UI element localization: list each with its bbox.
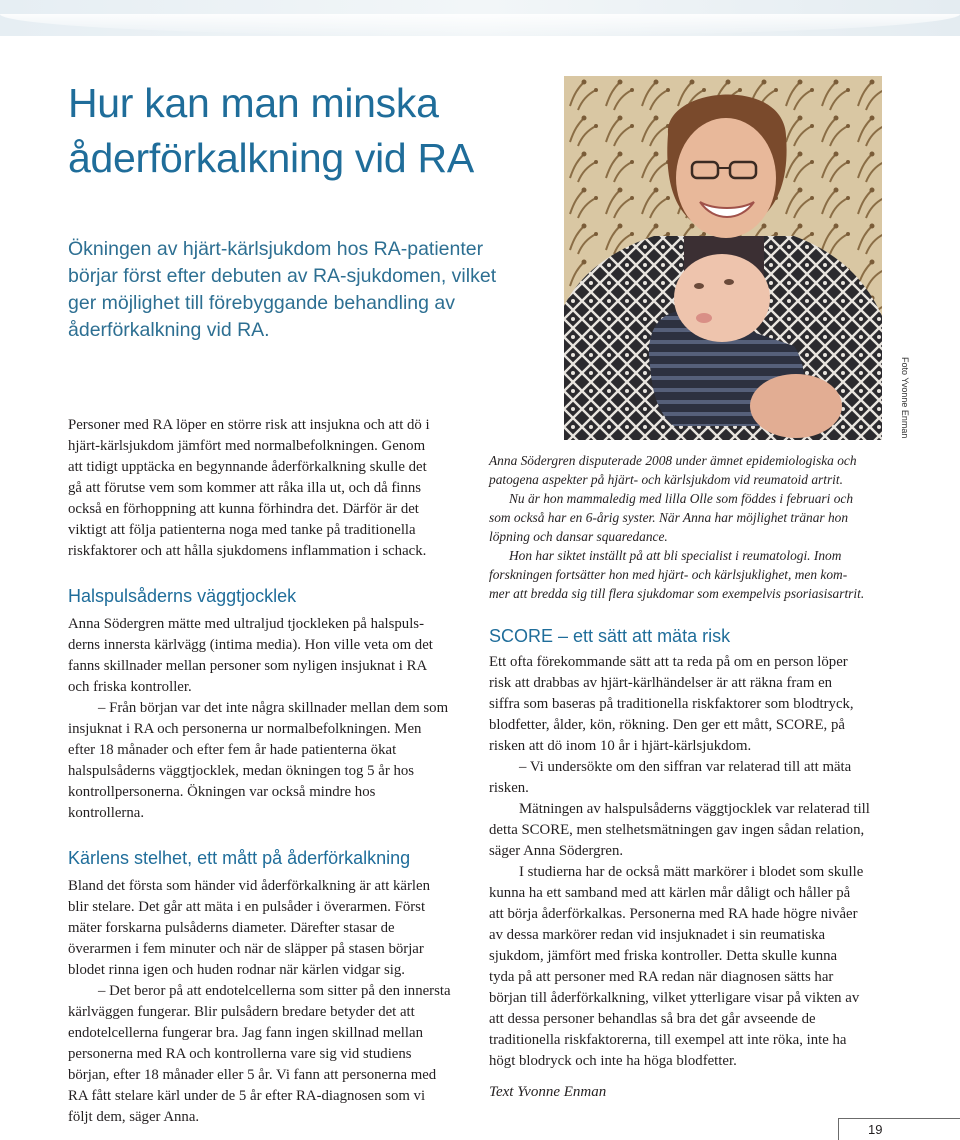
section2-paragraph-2 — [68, 981, 466, 1128]
text-line: blir stelare. Det går att mäta i en pulsåder i överarmen. Först — [68, 899, 426, 915]
text-line: viktigt att följa patienterna noga med tanke på traditionella — [68, 522, 416, 538]
text-line: Mätningen av halspulsåderns väggtjocklek var relaterad till — [519, 801, 870, 817]
text-line: Anna Södergren mätte med ultraljud tjockleken på halspuls- — [68, 616, 424, 632]
text-line: – Från början var det inte några skillnader mellan dem som — [98, 700, 449, 716]
text-line: – Det beror på att endotelcellerna som sitter på den innersta — [98, 983, 451, 999]
caption-line: Hon har siktet inställt på att bli specialist i reumatologi. Inom — [509, 548, 842, 563]
text-line: Bland det första som händer vid åderförkalkning är att kärlen — [68, 878, 430, 894]
text-line: personerna med RA och kontrollerna vare sig vid studiens — [68, 1046, 412, 1062]
photo-illustration — [564, 76, 882, 440]
score-paragraph-4 — [489, 862, 887, 1072]
caption-line: Nu är hon mammaledig med lilla Olle som föddes i februari och — [509, 491, 854, 506]
caption-paragraph-3 — [489, 546, 889, 603]
text-line: hjärt-kärlsjukdom jämfört med normalbefolkningen. Genom — [68, 438, 426, 454]
text-line: gå att förutse vem som kommer att råka illa ut, och då finns — [68, 480, 421, 496]
caption-line: löpning och dansar squaredance. — [489, 529, 668, 544]
text-line: av dessa markörer redan vid insjuknadet i sin reumatiska — [489, 927, 826, 943]
text-line: att tidigt upptäcka en begynnande åderförkalkning skulle det — [68, 459, 427, 475]
text-line: högt blodryck och inte ha höga blodfetter. — [489, 1053, 737, 1069]
section-heading-score: SCORE – ett sätt att mäta risk — [489, 626, 731, 646]
caption-line: Anna Södergren disputerade 2008 under ämnet epidemiologiska och — [489, 453, 857, 468]
section-heading-vessel-stiffness: Kärlens stelhet, ett mått på åderförkalkning — [68, 848, 411, 868]
text-line: riskfaktorer och att hålla sjukdomens inflammation i schack. — [68, 543, 427, 559]
text-line: att börja åderförkalkas. Personerna med RA hade högre nivåer — [489, 906, 858, 922]
left-column — [68, 415, 466, 1128]
section-heading-wall-thickness: Halspulsåderns väggtjocklek — [68, 586, 297, 606]
title-line: åderförkalkning vid RA — [68, 135, 474, 181]
text-line: överarmen i fem minuter och när de släpper på stasen börjar — [68, 941, 424, 957]
text-line: kontrollpersonerna. Ökningen var också mindre hos — [68, 784, 376, 800]
score-paragraph-3 — [489, 799, 887, 862]
section2-paragraph-1 — [68, 876, 466, 981]
page-corner-rule — [838, 1118, 960, 1140]
text-line: att dessa personer behandlas så bra det går avseende de — [489, 1011, 816, 1027]
top-decoration-band — [0, 0, 960, 36]
text-line: efter 18 månader och efter fem år hade patienterna ökat — [68, 742, 397, 758]
photo-caption — [489, 451, 889, 603]
caption-line: forskningen fortsätter hon med hjärt- och kärlsjuklighet, men kom- — [489, 567, 848, 582]
text-line: derns innersta kärlvägg (intima media). Hon ville veta om det — [68, 637, 433, 653]
score-paragraph-2 — [489, 757, 887, 799]
text-line: blodet rinna igen och huden rodnar när kärlen vidgar sig. — [68, 962, 405, 978]
caption-line: patogena aspekter på hjärt- och kärlsjukdom vid reumatoid artrit. — [489, 472, 843, 487]
text-line: fanns skillnader mellan personer som nyligen insjuknat i RA — [68, 658, 428, 674]
lead-paragraph — [68, 236, 497, 344]
text-line: början, efter 18 månader eller 5 år. Vi fann att personerna med — [68, 1067, 437, 1083]
text-line: risk att drabbas av hjärt-kärlhändelser är att räkna fram en — [489, 675, 833, 691]
text-line: följt dem, säger Anna. — [68, 1109, 200, 1125]
right-column — [489, 624, 887, 1072]
section1-paragraph-1 — [68, 614, 466, 698]
text-line: insjuknat i RA och personerna ur normalbefolkningen. Men — [68, 721, 422, 737]
text-line: I studierna har de också mätt markörer i blodet som skulle — [519, 864, 864, 880]
lead-line: åderförkalkning vid RA. — [68, 319, 270, 341]
text-line: traditionella riskfaktorerna, till exempel att inte röka, inte ha — [489, 1032, 847, 1048]
text-line: också en förhoppning att kunna förhindra det. Därför är det — [68, 501, 419, 517]
text-line: Personer med RA löper en större risk att insjukna och att dö i — [68, 417, 430, 433]
corner-vertical-rule — [838, 1118, 839, 1140]
intro-paragraph — [68, 415, 466, 562]
caption-line: som också har en 6-årig syster. När Anna har möjlighet tränar hon — [489, 510, 849, 525]
lead-line: ger möjlighet till förebyggande behandling av — [68, 292, 456, 314]
text-line: – Vi undersökte om den siffran var relaterad till att mäta — [519, 759, 852, 775]
caption-paragraph-2 — [489, 489, 889, 546]
photo-credit — [895, 357, 915, 440]
caption-line: mer att bredda sig till flera sjukdomar som exempelvis psoriasisartrit. — [489, 586, 865, 601]
text-line: kontrollerna. — [68, 805, 145, 821]
article-title — [68, 76, 568, 186]
lead-line: Ökningen av hjärt-kärlsjukdom hos RA-patienter — [68, 238, 484, 260]
text-line: sjukdom, jämfört med friska kontroller. Detta skulle kunna — [489, 948, 838, 964]
text-line: Ett ofta förekommande sätt att ta reda på om en person löper — [489, 654, 848, 670]
lead-line: börjar först efter debuten av RA-sjukdomen, vilket — [68, 265, 497, 287]
photo-credit-text: Foto Yvonne Enman — [900, 357, 910, 439]
portrait-photo — [564, 76, 882, 440]
text-line: blodfetter, ålder, kön, rökning. Den ger ett mått, SCORE, på — [489, 717, 845, 733]
text-line: RA fått stelare kärl under de 5 år efter RA-diagnosen som vi — [68, 1088, 426, 1104]
text-line: början till åderförkalkning, vilket ytterligare visar på vikten av — [489, 990, 860, 1006]
text-line: risken. — [489, 780, 529, 796]
text-line: säger Anna Södergren. — [489, 843, 624, 859]
text-line: detta SCORE, men stelhetsmätningen gav ingen sådan relation, — [489, 822, 865, 838]
caption-paragraph-1 — [489, 451, 889, 489]
corner-horizontal-rule — [838, 1118, 960, 1119]
text-line: halspulsåderns väggtjocklek, medan ökningen tog 5 år hos — [68, 763, 415, 779]
text-line: och friska kontroller. — [68, 679, 192, 695]
text-line: siffra som baseras på traditionella riskfaktorer som blodtryck, — [489, 696, 854, 712]
text-line: kunna ha ett samband med att kärlen mår dåligt och håller på — [489, 885, 851, 901]
text-line: kärlväggen fungerar. Blir pulsådern bredare betyder det att — [68, 1004, 415, 1020]
author-byline: Text Yvonne Enman — [489, 1084, 607, 1100]
text-line: tyda på att personer med RA redan när diagnosen sätts har — [489, 969, 834, 985]
title-line: Hur kan man minska — [68, 80, 439, 126]
page-number: 19 — [868, 1122, 883, 1137]
text-line: endotelcellerna fungerar bra. Jag fann ingen skillnad mellan — [68, 1025, 423, 1041]
score-paragraph-1 — [489, 652, 887, 757]
text-line: risken att dö inom 10 år i hjärt-kärlsjukdom. — [489, 738, 752, 754]
text-line: mäter forskarna pulsåderns diameter. Därefter stasar de — [68, 920, 395, 936]
section1-paragraph-2 — [68, 698, 466, 824]
